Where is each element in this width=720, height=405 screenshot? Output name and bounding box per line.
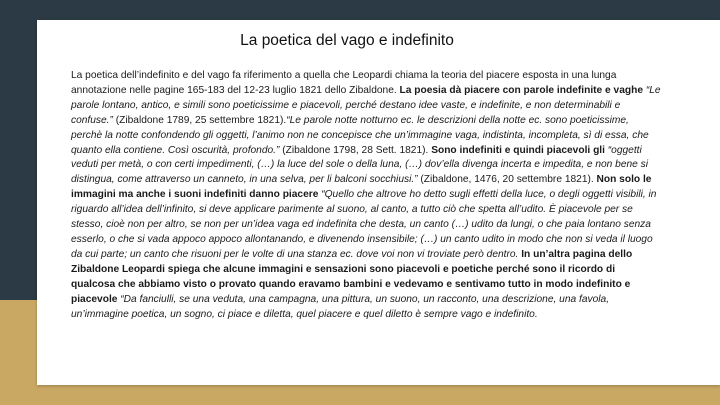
slide-title: La poetica del vago e indefinito	[240, 32, 454, 49]
text-run-italic: “Da fanciulli, se una veduta, una campagna, una pittura, un suono, un racconto, una descrizione, una favola, un’immagine poetica, un sogno, ci piace e diletta, quel piacere e quel diletto è sempre vago e indefinito.	[71, 293, 610, 320]
text-run-italic: “oggetti veduti per metà, o con certi impedimenti, (…) la luce del sole o della luna, (…) dov’ella divenga incerta e impedita, e non bene si distingua, come attraverso un canneto, in una selva, per li balconi socchiusi.”	[71, 144, 649, 186]
text-run-normal: (Zibaldone 1798, 28 Sett. 1821).	[279, 144, 429, 156]
text-run-bold: La poesia dà piacere con parole indefinite e vaghe	[396, 84, 643, 96]
slide	[37, 20, 720, 385]
text-run-italic: “Le parole notte notturno ec. le descrizioni della notte ec. sono poeticissime, perchè la notte confondendo gli oggetti, l’animo non ne concepisce che un’immagine vaga, indistinta, incompleta, sì di essa, che quanto ella contiene. Così oscurità, profondo.”	[71, 114, 649, 156]
text-run-normal: La poetica dell’indefinito e del vago fa riferimento a quella che Leopardi chiama la teoria del piacere esposta in una lunga annotazione nelle pagine 165-183 del 12-23 luglio 1821 dello Zibaldone.	[71, 70, 617, 96]
text-run-bold: Non solo le immagini ma anche i suoni indefiniti danno piacere	[71, 174, 652, 201]
text-run-bold: In un’altra pagina dello Zibaldone Leopardi spiega che alcune immagini e sensazioni sono piacevoli e poetiche perché sono il ricordo di qualcosa che abbiamo visto o provato quando eravamo bambini e vedevamo e sentivamo tutto in modo indefinito e piacevole	[71, 248, 633, 305]
text-run-italic: “Le parole lontano, antico, e simili sono poeticissime e piacevoli, perché destano idee vaste, e indefinite, e non determinabili e confuse.”	[71, 84, 661, 126]
text-run-italic: “Quello che altrove ho detto sugli effetti della luce, o degli oggetti visibili, in riguardo all’idea dell’infinito, si deve applicare parimente al suono, al canto, a tutto ciò che spetta all’udito. È piacevole per se stesso, cioè non per altro, se non per un’idea vaga ed indefinita che desta, un canto (…) udito da lungi, o che paia lontano senza esserlo, o che si vada appoco appoco allontanando, e divenendo insensibile; (…) un canto udito in modo che non si veda il luogo da cui parte; un canto che risuoni per le volte di una stanza ec. dove voi non vi troviate però dentro.	[71, 189, 657, 260]
text-run-bold: Sono indefiniti e quindi piacevoli gli	[428, 144, 605, 156]
text-run-normal: (Zibaldone, 1476, 20 settembre 1821).	[417, 174, 594, 186]
text-run-normal: (Zibaldone 1789, 25 settembre 1821).	[112, 114, 287, 126]
slide-body-text	[71, 69, 661, 322]
